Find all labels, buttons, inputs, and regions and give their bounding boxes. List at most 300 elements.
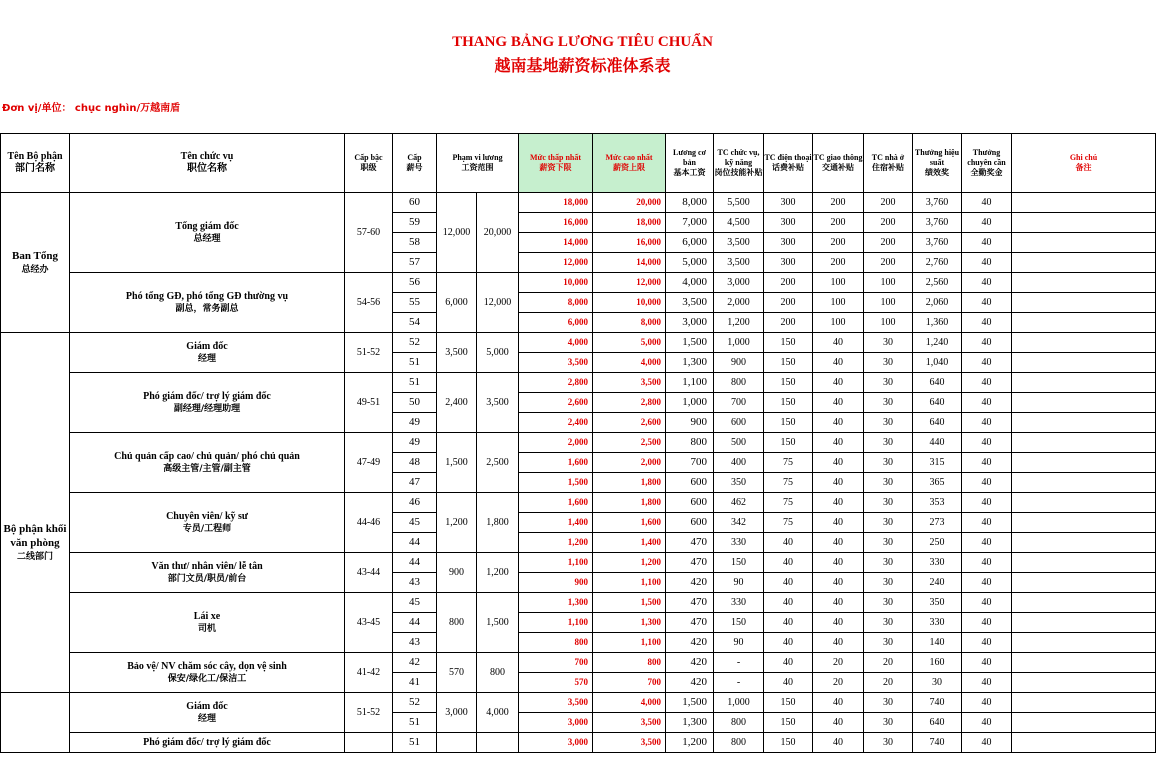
max-salary-cell: 2,000 [593, 453, 666, 473]
grade-cell: 43-44 [345, 553, 393, 593]
attendance-bonus-cell: 40 [962, 673, 1012, 693]
range-min-cell: 570 [437, 653, 477, 693]
housing-allowance-cell: 100 [864, 313, 913, 333]
range-max-cell: 5,000 [477, 333, 519, 373]
base-salary-cell: 6,000 [666, 233, 714, 253]
range-min-cell: 6,000 [437, 273, 477, 333]
note-cell [1012, 573, 1156, 593]
duty-allowance-cell: 4,500 [714, 213, 764, 233]
housing-allowance-cell: 20 [864, 673, 913, 693]
performance-bonus-cell: 160 [913, 653, 962, 673]
table-row [1, 553, 1156, 573]
base-salary-cell: 900 [666, 413, 714, 433]
duty-allowance-cell: 1,000 [714, 693, 764, 713]
attendance-bonus-cell: 40 [962, 593, 1012, 613]
housing-allowance-cell: 30 [864, 373, 913, 393]
attendance-bonus-cell: 40 [962, 713, 1012, 733]
level-cell: 41 [393, 673, 437, 693]
base-salary-cell: 420 [666, 633, 714, 653]
performance-bonus-cell: 1,360 [913, 313, 962, 333]
phone-allowance-cell: 75 [764, 453, 813, 473]
transport-allowance-cell: 40 [813, 393, 864, 413]
housing-allowance-cell: 30 [864, 733, 913, 753]
performance-bonus-cell: 740 [913, 733, 962, 753]
attendance-bonus-cell: 40 [962, 413, 1012, 433]
note-cell [1012, 513, 1156, 533]
department-name-vi: Ban Tổng [12, 249, 58, 262]
performance-bonus-cell: 740 [913, 693, 962, 713]
position-cell [70, 593, 345, 653]
max-salary-cell: 1,800 [593, 473, 666, 493]
note-cell [1012, 313, 1156, 333]
range-max-cell: 4,000 [477, 693, 519, 733]
level-cell: 49 [393, 433, 437, 453]
performance-bonus-cell: 2,760 [913, 253, 962, 273]
grade-cell [345, 733, 393, 753]
transport-allowance-cell: 40 [813, 513, 864, 533]
max-salary-cell: 20,000 [593, 193, 666, 213]
position-name-vi: Giám đốc [186, 700, 228, 712]
range-min-cell: 12,000 [437, 193, 477, 273]
duty-allowance-cell: 350 [714, 473, 764, 493]
attendance-bonus-cell: 40 [962, 693, 1012, 713]
base-salary-cell: 1,500 [666, 693, 714, 713]
phone-allowance-cell: 150 [764, 433, 813, 453]
level-cell: 45 [393, 593, 437, 613]
max-salary-cell: 1,600 [593, 513, 666, 533]
attendance-bonus-cell: 40 [962, 733, 1012, 753]
transport-allowance-cell: 200 [813, 193, 864, 213]
header-bonus: Thưởng hiệu suất 绩效奖 [913, 134, 962, 193]
header-level: Cấp 薪号 [393, 134, 437, 193]
phone-allowance-cell: 150 [764, 733, 813, 753]
base-salary-cell: 800 [666, 433, 714, 453]
performance-bonus-cell: 273 [913, 513, 962, 533]
phone-allowance-cell: 75 [764, 493, 813, 513]
min-salary-cell: 2,000 [519, 433, 593, 453]
duty-allowance-cell: 700 [714, 393, 764, 413]
phone-allowance-cell: 150 [764, 373, 813, 393]
position-name-cn: 总经理 [193, 233, 221, 244]
range-max-cell [477, 733, 519, 753]
position-cell [70, 273, 345, 333]
grade-cell: 51-52 [345, 693, 393, 733]
performance-bonus-cell: 350 [913, 593, 962, 613]
level-cell: 54 [393, 313, 437, 333]
range-min-cell: 900 [437, 553, 477, 593]
min-salary-cell: 1,600 [519, 493, 593, 513]
base-salary-cell: 5,000 [666, 253, 714, 273]
min-salary-cell: 800 [519, 633, 593, 653]
transport-allowance-cell: 200 [813, 213, 864, 233]
unit-label: Đơn vị/单位： chục nghìn/万越南盾 [2, 103, 181, 114]
max-salary-cell: 1,400 [593, 533, 666, 553]
performance-bonus-cell: 2,060 [913, 293, 962, 313]
attendance-bonus-cell: 40 [962, 633, 1012, 653]
position-name-vi: Phó giám đốc/ trợ lý giám đốc [143, 390, 271, 402]
transport-allowance-cell: 40 [813, 593, 864, 613]
performance-bonus-cell: 1,240 [913, 333, 962, 353]
position-name-cn: 部门文员/职员/前台 [167, 573, 247, 584]
performance-bonus-cell: 640 [913, 413, 962, 433]
min-salary-cell: 3,000 [519, 733, 593, 753]
position-cell [70, 373, 345, 433]
grade-cell: 49-51 [345, 373, 393, 433]
duty-allowance-cell: 342 [714, 513, 764, 533]
min-salary-cell: 3,000 [519, 713, 593, 733]
min-salary-cell: 3,500 [519, 693, 593, 713]
position-name-cn: 副经理/经理助理 [173, 403, 241, 414]
performance-bonus-cell: 2,560 [913, 273, 962, 293]
level-cell: 49 [393, 413, 437, 433]
attendance-bonus-cell: 40 [962, 533, 1012, 553]
base-salary-cell: 1,300 [666, 353, 714, 373]
level-cell: 45 [393, 513, 437, 533]
phone-allowance-cell: 150 [764, 393, 813, 413]
note-cell [1012, 633, 1156, 653]
duty-allowance-cell: 2,000 [714, 293, 764, 313]
duty-allowance-cell: 150 [714, 613, 764, 633]
table-row [1, 493, 1156, 513]
attendance-bonus-cell: 40 [962, 453, 1012, 473]
duty-allowance-cell: 5,500 [714, 193, 764, 213]
range-max-cell: 3,500 [477, 373, 519, 433]
min-salary-cell: 1,100 [519, 553, 593, 573]
note-cell [1012, 713, 1156, 733]
phone-allowance-cell: 40 [764, 553, 813, 573]
duty-allowance-cell: 3,500 [714, 233, 764, 253]
level-cell: 44 [393, 533, 437, 553]
transport-allowance-cell: 100 [813, 293, 864, 313]
phone-allowance-cell: 40 [764, 593, 813, 613]
performance-bonus-cell: 3,760 [913, 233, 962, 253]
duty-allowance-cell: 600 [714, 413, 764, 433]
housing-allowance-cell: 30 [864, 693, 913, 713]
max-salary-cell: 700 [593, 673, 666, 693]
phone-allowance-cell: 150 [764, 353, 813, 373]
max-salary-cell: 2,500 [593, 433, 666, 453]
title-vietnamese: THANG BẢNG LƯƠNG TIÊU CHUẨN [452, 34, 713, 50]
housing-allowance-cell: 100 [864, 293, 913, 313]
range-max-cell: 20,000 [477, 193, 519, 273]
transport-allowance-cell: 40 [813, 613, 864, 633]
table-row [1, 333, 1156, 353]
housing-allowance-cell: 30 [864, 353, 913, 373]
phone-allowance-cell: 150 [764, 413, 813, 433]
phone-allowance-cell: 300 [764, 233, 813, 253]
position-cell [70, 333, 345, 373]
housing-allowance-cell: 30 [864, 473, 913, 493]
transport-allowance-cell: 20 [813, 653, 864, 673]
performance-bonus-cell: 140 [913, 633, 962, 653]
min-salary-cell: 2,800 [519, 373, 593, 393]
transport-allowance-cell: 40 [813, 333, 864, 353]
level-cell: 51 [393, 733, 437, 753]
department-name-vi: Bộ phận khối văn phòng [3, 522, 67, 549]
performance-bonus-cell: 315 [913, 453, 962, 473]
level-cell: 58 [393, 233, 437, 253]
housing-allowance-cell: 30 [864, 333, 913, 353]
performance-bonus-cell: 640 [913, 393, 962, 413]
table-row [1, 693, 1156, 713]
note-cell [1012, 433, 1156, 453]
phone-allowance-cell: 300 [764, 213, 813, 233]
salary-table [0, 133, 1156, 753]
range-min-cell: 1,500 [437, 433, 477, 493]
attendance-bonus-cell: 40 [962, 373, 1012, 393]
max-salary-cell: 1,500 [593, 593, 666, 613]
level-cell: 51 [393, 713, 437, 733]
level-cell: 43 [393, 573, 437, 593]
duty-allowance-cell: 1,200 [714, 313, 764, 333]
attendance-bonus-cell: 40 [962, 473, 1012, 493]
position-name-vi: Chuyên viên/ kỹ sư [166, 510, 248, 522]
attendance-bonus-cell: 40 [962, 573, 1012, 593]
phone-allowance-cell: 150 [764, 693, 813, 713]
min-salary-cell: 12,000 [519, 253, 593, 273]
min-salary-cell: 570 [519, 673, 593, 693]
attendance-bonus-cell: 40 [962, 433, 1012, 453]
max-salary-cell: 14,000 [593, 253, 666, 273]
attendance-bonus-cell: 40 [962, 233, 1012, 253]
note-cell [1012, 593, 1156, 613]
level-cell: 56 [393, 273, 437, 293]
max-salary-cell: 3,500 [593, 373, 666, 393]
table-row [1, 653, 1156, 673]
base-salary-cell: 600 [666, 473, 714, 493]
level-cell: 51 [393, 373, 437, 393]
phone-allowance-cell: 150 [764, 333, 813, 353]
performance-bonus-cell: 353 [913, 493, 962, 513]
performance-bonus-cell: 1,040 [913, 353, 962, 373]
attendance-bonus-cell: 40 [962, 493, 1012, 513]
level-cell: 47 [393, 473, 437, 493]
duty-allowance-cell: 800 [714, 373, 764, 393]
housing-allowance-cell: 30 [864, 613, 913, 633]
performance-bonus-cell: 330 [913, 613, 962, 633]
header-position: Tên chức vụ 职位名称 [70, 134, 345, 193]
housing-allowance-cell: 200 [864, 213, 913, 233]
position-name-cn: 经理 [197, 713, 216, 724]
min-salary-cell: 18,000 [519, 193, 593, 213]
transport-allowance-cell: 40 [813, 433, 864, 453]
transport-allowance-cell: 100 [813, 313, 864, 333]
phone-allowance-cell: 40 [764, 633, 813, 653]
max-salary-cell: 16,000 [593, 233, 666, 253]
min-salary-cell: 700 [519, 653, 593, 673]
level-cell: 57 [393, 253, 437, 273]
housing-allowance-cell: 200 [864, 233, 913, 253]
transport-allowance-cell: 40 [813, 453, 864, 473]
performance-bonus-cell: 30 [913, 673, 962, 693]
range-min-cell: 3,000 [437, 693, 477, 733]
note-cell [1012, 193, 1156, 213]
phone-allowance-cell: 200 [764, 293, 813, 313]
max-salary-cell: 3,500 [593, 733, 666, 753]
base-salary-cell: 470 [666, 533, 714, 553]
max-salary-cell: 8,000 [593, 313, 666, 333]
min-salary-cell: 1,400 [519, 513, 593, 533]
transport-allowance-cell: 40 [813, 413, 864, 433]
position-cell [70, 553, 345, 593]
housing-allowance-cell: 30 [864, 593, 913, 613]
range-max-cell: 800 [477, 653, 519, 693]
attendance-bonus-cell: 40 [962, 193, 1012, 213]
header-grade: Cấp bậc 职级 [345, 134, 393, 193]
base-salary-cell: 470 [666, 593, 714, 613]
max-salary-cell: 1,300 [593, 613, 666, 633]
min-salary-cell: 16,000 [519, 213, 593, 233]
header-dept: Tên Bộ phận 部门名称 [1, 134, 70, 193]
level-cell: 46 [393, 493, 437, 513]
department-cell [1, 193, 70, 333]
max-salary-cell: 12,000 [593, 273, 666, 293]
note-cell [1012, 473, 1156, 493]
attendance-bonus-cell: 40 [962, 353, 1012, 373]
housing-allowance-cell: 30 [864, 573, 913, 593]
duty-allowance-cell: - [714, 673, 764, 693]
note-cell [1012, 373, 1156, 393]
duty-allowance-cell: 90 [714, 573, 764, 593]
performance-bonus-cell: 640 [913, 713, 962, 733]
performance-bonus-cell: 3,760 [913, 213, 962, 233]
department-cell [1, 693, 70, 753]
duty-allowance-cell: 330 [714, 533, 764, 553]
max-salary-cell: 1,100 [593, 573, 666, 593]
performance-bonus-cell: 330 [913, 553, 962, 573]
attendance-bonus-cell: 40 [962, 553, 1012, 573]
level-cell: 51 [393, 353, 437, 373]
base-salary-cell: 1,500 [666, 333, 714, 353]
phone-allowance-cell: 200 [764, 313, 813, 333]
min-salary-cell: 1,200 [519, 533, 593, 553]
duty-allowance-cell: - [714, 653, 764, 673]
base-salary-cell: 1,100 [666, 373, 714, 393]
range-min-cell: 3,500 [437, 333, 477, 373]
max-salary-cell: 3,500 [593, 713, 666, 733]
position-name-cn: 司机 [197, 623, 216, 634]
base-salary-cell: 420 [666, 653, 714, 673]
housing-allowance-cell: 20 [864, 653, 913, 673]
range-min-cell: 2,400 [437, 373, 477, 433]
grade-cell: 57-60 [345, 193, 393, 273]
attendance-bonus-cell: 40 [962, 613, 1012, 633]
base-salary-cell: 1,200 [666, 733, 714, 753]
position-name-vi: Chủ quản cấp cao/ chủ quản/ phó chủ quản [114, 450, 300, 462]
base-salary-cell: 600 [666, 513, 714, 533]
housing-allowance-cell: 30 [864, 553, 913, 573]
position-name-vi: Bảo vệ/ NV chăm sóc cây, dọn vệ sinh [127, 660, 287, 672]
duty-allowance-cell: 800 [714, 733, 764, 753]
grade-cell: 43-45 [345, 593, 393, 653]
transport-allowance-cell: 100 [813, 273, 864, 293]
phone-allowance-cell: 300 [764, 253, 813, 273]
grade-cell: 44-46 [345, 493, 393, 553]
min-salary-cell: 3,500 [519, 353, 593, 373]
base-salary-cell: 420 [666, 573, 714, 593]
max-salary-cell: 800 [593, 653, 666, 673]
transport-allowance-cell: 200 [813, 253, 864, 273]
max-salary-cell: 1,200 [593, 553, 666, 573]
grade-cell: 47-49 [345, 433, 393, 493]
housing-allowance-cell: 100 [864, 273, 913, 293]
base-salary-cell: 700 [666, 453, 714, 473]
header-attendance: Thưởng chuyên cần 全勤奖金 [962, 134, 1012, 193]
table-row [1, 593, 1156, 613]
performance-bonus-cell: 440 [913, 433, 962, 453]
note-cell [1012, 533, 1156, 553]
transport-allowance-cell: 40 [813, 633, 864, 653]
level-cell: 55 [393, 293, 437, 313]
housing-allowance-cell: 200 [864, 253, 913, 273]
attendance-bonus-cell: 40 [962, 653, 1012, 673]
level-cell: 50 [393, 393, 437, 413]
table-row [1, 193, 1156, 213]
performance-bonus-cell: 3,760 [913, 193, 962, 213]
note-cell [1012, 553, 1156, 573]
performance-bonus-cell: 240 [913, 573, 962, 593]
duty-allowance-cell: 900 [714, 353, 764, 373]
position-name-vi: Lái xe [193, 610, 221, 622]
attendance-bonus-cell: 40 [962, 333, 1012, 353]
note-cell [1012, 733, 1156, 753]
title-chinese: 越南基地薪资标准体系表 [494, 56, 671, 75]
header-housing: TC nhà ở 住宿补贴 [864, 134, 913, 193]
min-salary-cell: 4,000 [519, 333, 593, 353]
level-cell: 48 [393, 453, 437, 473]
phone-allowance-cell: 40 [764, 613, 813, 633]
base-salary-cell: 1,000 [666, 393, 714, 413]
note-cell [1012, 613, 1156, 633]
min-salary-cell: 1,600 [519, 453, 593, 473]
housing-allowance-cell: 200 [864, 193, 913, 213]
note-cell [1012, 693, 1156, 713]
duty-allowance-cell: 90 [714, 633, 764, 653]
housing-allowance-cell: 30 [864, 493, 913, 513]
max-salary-cell: 2,800 [593, 393, 666, 413]
max-salary-cell: 4,000 [593, 353, 666, 373]
performance-bonus-cell: 365 [913, 473, 962, 493]
duty-allowance-cell: 462 [714, 493, 764, 513]
transport-allowance-cell: 40 [813, 733, 864, 753]
position-cell [70, 693, 345, 733]
position-name-vi: Tổng giám đốc [175, 220, 239, 232]
level-cell: 43 [393, 633, 437, 653]
phone-allowance-cell: 40 [764, 573, 813, 593]
min-salary-cell: 14,000 [519, 233, 593, 253]
range-max-cell: 12,000 [477, 273, 519, 333]
header-max: Mức cao nhất 薪资上限 [593, 134, 666, 193]
phone-allowance-cell: 150 [764, 713, 813, 733]
level-cell: 59 [393, 213, 437, 233]
note-cell [1012, 493, 1156, 513]
min-salary-cell: 6,000 [519, 313, 593, 333]
duty-allowance-cell: 3,500 [714, 253, 764, 273]
housing-allowance-cell: 30 [864, 393, 913, 413]
transport-allowance-cell: 40 [813, 493, 864, 513]
attendance-bonus-cell: 40 [962, 393, 1012, 413]
position-name-cn: 经理 [197, 353, 216, 364]
transport-allowance-cell: 20 [813, 673, 864, 693]
transport-allowance-cell: 200 [813, 233, 864, 253]
max-salary-cell: 10,000 [593, 293, 666, 313]
min-salary-cell: 8,000 [519, 293, 593, 313]
range-max-cell: 1,500 [477, 593, 519, 653]
min-salary-cell: 10,000 [519, 273, 593, 293]
position-cell [70, 193, 345, 273]
phone-allowance-cell: 300 [764, 193, 813, 213]
position-name-vi: Phó giám đốc/ trợ lý giám đốc [143, 737, 271, 748]
